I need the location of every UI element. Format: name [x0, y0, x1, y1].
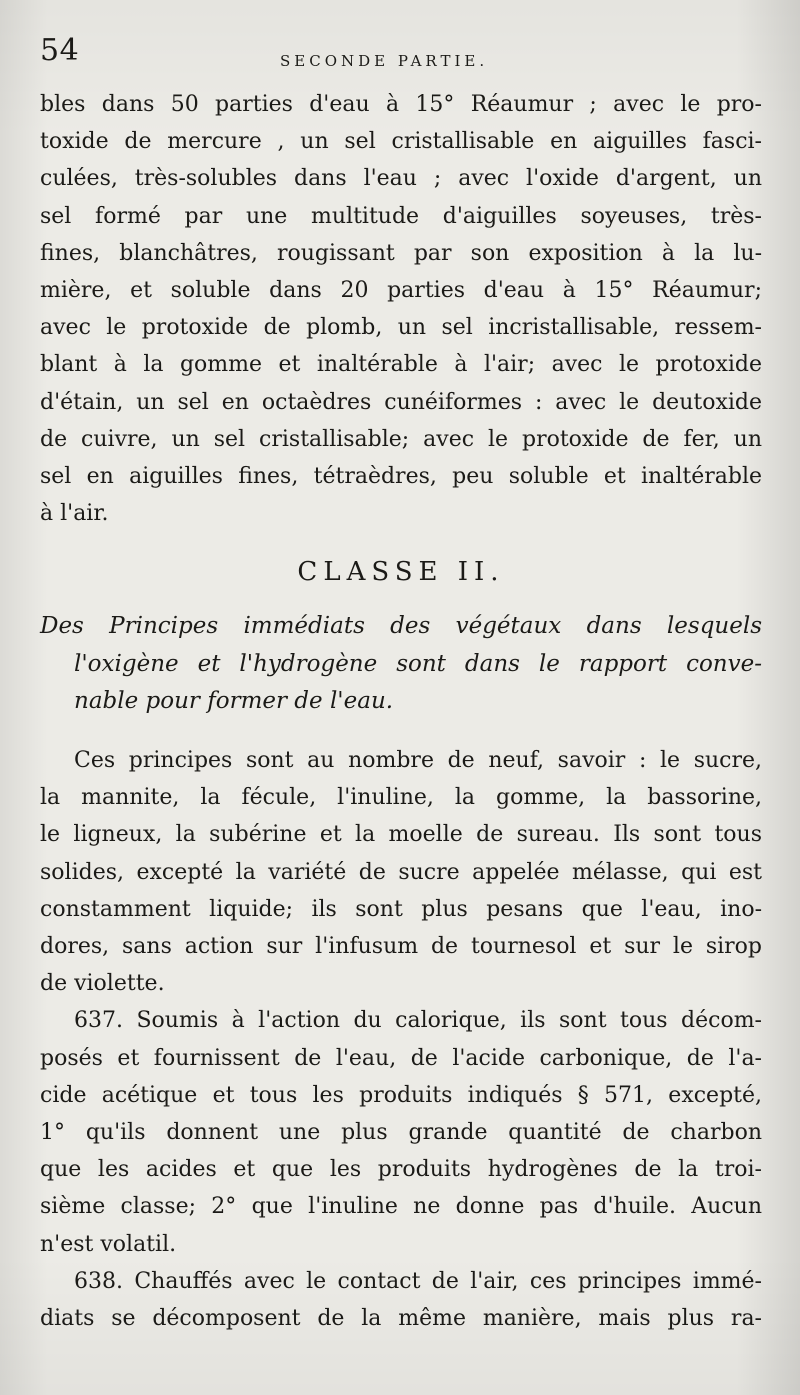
subtitle-line: l'oxigène et l'hydrogène sont dans le rapport conve- — [74, 650, 762, 677]
text-line: avec le protoxide de plomb, un sel incristallisable, ressem- — [40, 315, 762, 341]
text-line: 638. Chauffés avec le contact de l'air, ces principes immé- — [74, 1268, 762, 1294]
page-number: 54 — [40, 33, 80, 68]
text-line: 1° qu'ils donnent une plus grande quantité de charbon — [40, 1120, 762, 1146]
subtitle-line: Des Principes immédiats des végétaux dans lesquels — [40, 613, 762, 640]
text-line: d'étain, un sel en octaèdres cunéiformes : avec le deutoxide — [40, 389, 762, 415]
page-header — [40, 30, 762, 86]
running-head: SECONDE PARTIE. — [280, 52, 489, 70]
text-line: bles dans 50 parties d'eau à 15° Réaumur ; avec le pro- — [40, 92, 762, 117]
text-line: la mannite, la fécule, l'inuline, la gomme, la bassorine, — [40, 785, 762, 811]
text-line: toxide de mercure , un sel cristallisable en aiguilles fasci- — [40, 129, 762, 155]
paragraph-intro — [40, 742, 762, 1002]
page-content — [40, 30, 762, 1337]
text-line: Ces principes sont au nombre de neuf, savoir : le sucre, — [74, 748, 762, 774]
paragraph-638 — [40, 1263, 762, 1337]
text-line: dores, sans action sur l'infusum de tournesol et sur le sirop — [40, 934, 762, 960]
text-line: sel formé par une multitude d'aiguilles soyeuses, très- — [40, 203, 762, 229]
text-line: culées, très-solubles dans l'eau ; avec l'oxide d'argent, un — [40, 166, 762, 192]
text-line: sième classe; 2° que l'inuline ne donne pas d'huile. Aucun — [40, 1194, 762, 1220]
section-title: CLASSE II. — [297, 557, 505, 588]
text-line: que les acides et que les produits hydrogènes de la troi- — [40, 1157, 762, 1183]
text-line: le ligneux, la subérine et la moelle de sureau. Ils sont tous — [40, 822, 762, 848]
text-line: blant à la gomme et inaltérable à l'air; avec le protoxide — [40, 352, 762, 378]
text-line: 637. Soumis à l'action du calorique, ils sont tous décom- — [74, 1008, 762, 1034]
text-line: de violette. — [40, 971, 165, 997]
text-line: mière, et soluble dans 20 parties d'eau à 15° Réaumur; — [40, 278, 762, 304]
text-line: fines, blanchâtres, rougissant par son exposition à la lu- — [40, 240, 762, 266]
section-subtitle — [40, 608, 762, 720]
subtitle-line: nable pour former de l'eau. — [74, 687, 394, 714]
text-line: diats se décomposent de la même manière, mais plus ra- — [40, 1306, 762, 1332]
text-line: de cuivre, un sel cristallisable; avec le protoxide de fer, un — [40, 426, 762, 452]
paragraph-637 — [40, 1002, 762, 1262]
text-line: sel en aiguilles fines, tétraèdres, peu soluble et inaltérable — [40, 464, 762, 490]
text-line: posés et fournissent de l'eau, de l'acide carbonique, de l'a- — [40, 1045, 762, 1071]
text-line: cide acétique et tous les produits indiqués § 571, excepté, — [40, 1082, 762, 1108]
text-line: constamment liquide; ils sont plus pesans que l'eau, ino- — [40, 896, 762, 922]
text-line: n'est volatil. — [40, 1231, 177, 1257]
text-line: à l'air. — [40, 501, 109, 527]
top-paragraph — [40, 86, 762, 532]
text-line: solides, excepté la variété de sucre appelée mélasse, qui est — [40, 859, 762, 885]
